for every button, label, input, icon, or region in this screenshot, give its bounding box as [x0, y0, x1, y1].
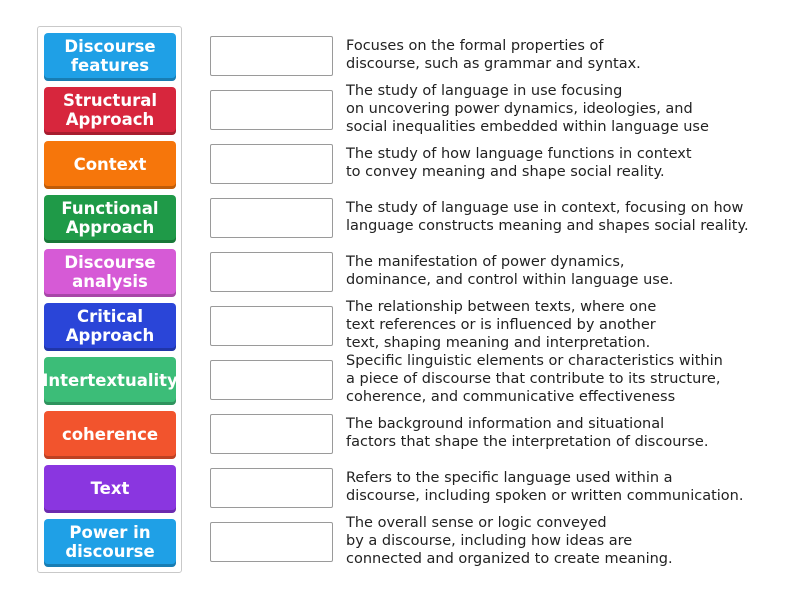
tile-label: Power in discourse [65, 523, 155, 561]
tile-label: Discourse analysis [64, 253, 156, 291]
description-1: Focuses on the formal properties of discourse, such as grammar and syntax. [346, 38, 641, 72]
tile-label: Context [73, 154, 147, 174]
tile-functional-approach[interactable] [44, 195, 176, 243]
tile-discourse-features[interactable] [44, 33, 176, 81]
drop-slot-7[interactable] [210, 360, 333, 400]
description-5: The manifestation of power dynamics, dominance, and control within language use. [346, 254, 674, 288]
description-8: The background information and situational factors that shape the interpretation of discourse. [346, 416, 709, 450]
tile-power-in-discourse[interactable] [44, 519, 176, 567]
tile-label: Discourse features [64, 37, 156, 75]
tile-label: Intertextuality [42, 370, 178, 390]
description-4: The study of language use in context, focusing on how language constructs meaning and shapes social reality. [346, 200, 749, 234]
description-10: The overall sense or logic conveyed by a discourse, including how ideas are connected and organized to create meaning. [346, 515, 673, 567]
tile-context[interactable] [44, 141, 176, 189]
drop-slot-10[interactable] [210, 522, 333, 562]
drop-slot-9[interactable] [210, 468, 333, 508]
drop-slot-8[interactable] [210, 414, 333, 454]
tile-structural-approach[interactable] [44, 87, 176, 135]
description-2: The study of language in use focusing on uncovering power dynamics, ideologies, and social inequalities embedded within language use [346, 83, 709, 135]
drop-slot-2[interactable] [210, 90, 333, 130]
drop-slot-1[interactable] [210, 36, 333, 76]
tile-text[interactable] [44, 465, 176, 513]
tile-discourse-analysis[interactable] [44, 249, 176, 297]
description-9: Refers to the specific language used within a discourse, including spoken or written communication. [346, 470, 744, 504]
description-3: The study of how language functions in context to convey meaning and shape social reality. [346, 146, 692, 180]
tile-label: Structural Approach [63, 91, 157, 129]
drop-slot-3[interactable] [210, 144, 333, 184]
answer-bank [37, 26, 182, 573]
description-6: The relationship between texts, where one text references or is influenced by another text, shaping meaning and interpretation. [346, 299, 657, 351]
description-7: Specific linguistic elements or characteristics within a piece of discourse that contribute to its structure, coherence, and communicative effectiveness [346, 353, 723, 405]
drop-slot-4[interactable] [210, 198, 333, 238]
tile-intertextuality[interactable] [44, 357, 176, 405]
tile-critical-approach[interactable] [44, 303, 176, 351]
tile-label: Text [90, 478, 130, 498]
tile-label: Critical Approach [65, 307, 155, 345]
drop-slot-6[interactable] [210, 306, 333, 346]
drop-slot-5[interactable] [210, 252, 333, 292]
tile-label: Functional Approach [61, 199, 159, 237]
tile-label: coherence [61, 424, 159, 444]
tile-coherence[interactable] [44, 411, 176, 459]
